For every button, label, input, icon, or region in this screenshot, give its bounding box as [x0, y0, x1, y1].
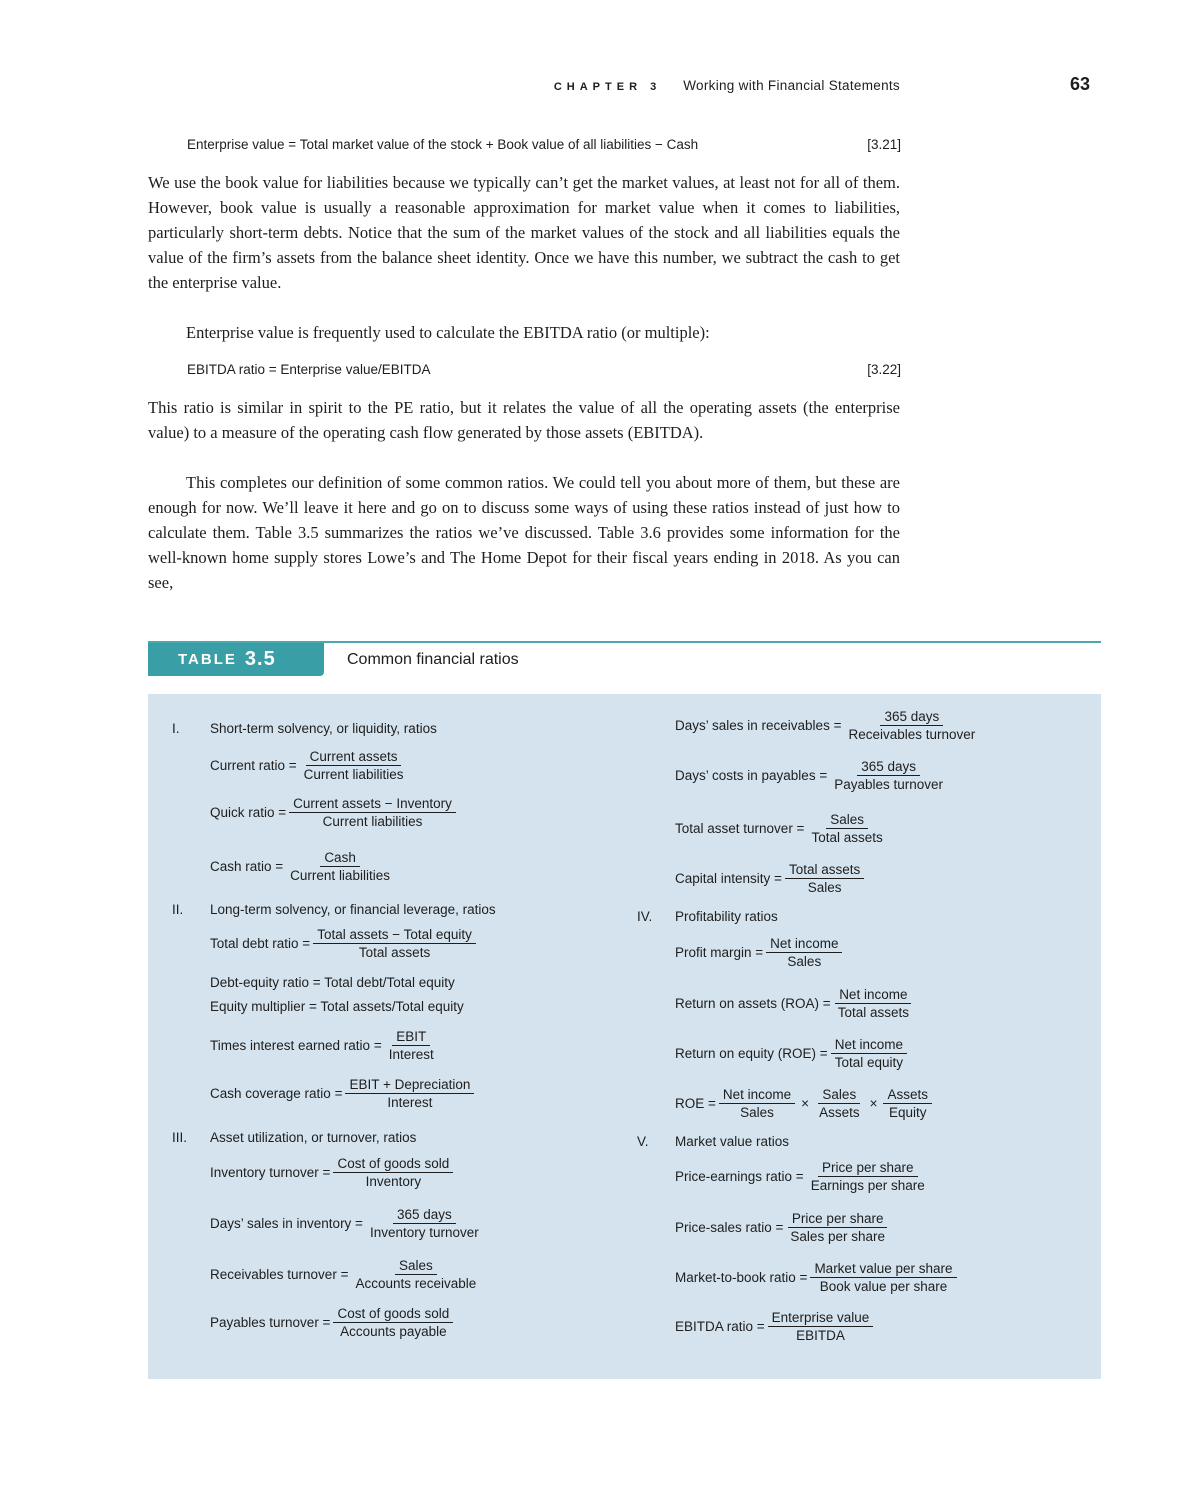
equation-3-22 [187, 362, 901, 377]
fraction: $\frac{\text{Price per share}}{\text{Sales per share}}$ [786, 1211, 889, 1244]
days-costs-in-payables: Days’ costs in payables = $\frac{\text{365 days}}{\text{Payables turnover}}$ [675, 759, 950, 792]
table-label: TABLE [178, 651, 237, 668]
current-ratio: Current ratio = $\frac{\text{Current assets}}{\text{Current liabilities}}$ [210, 749, 410, 782]
fraction: $\frac{\text{Total assets}}{\text{Sales}}$ [785, 862, 864, 895]
total-asset-turnover: Total asset turnover = $\frac{\text{Sales}}{\text{Total assets}}$ [675, 812, 890, 845]
paragraph-3: This ratio is similar in spirit to the PE ratio, but it relates the value of all the operating assets (the enterprise value) to a measure of the operating cash flow generated by those assets (EBITDA). [148, 398, 900, 442]
equation-text: Enterprise value = Total market value of the stock + Book value of all liabilities − Cash [187, 137, 699, 152]
section-heading-profitability: IV. Profitability ratios [637, 909, 778, 924]
cash-ratio: Cash ratio = $\frac{\text{Cash}}{\text{Current liabilities}}$ [210, 850, 397, 883]
roe-dupont-identity: ROE = $\frac{\text{Net income}}{\text{Sales}}$ × $\frac{\text{Sales}}{\text{Assets}}$ × $\frac{\text{Assets}}{\text{Equity}}$ [675, 1087, 935, 1120]
equation-number: [3.21] [867, 137, 901, 152]
fraction: $\frac{\text{Net income}}{\text{Total assets}}$ [834, 987, 913, 1020]
chapter-label: CHAPTER 3 [553, 81, 662, 93]
section-heading-short-term: I. Short-term solvency, or liquidity, ratios [172, 721, 437, 736]
equation-text: EBITDA ratio = Enterprise value/EBITDA [187, 362, 431, 377]
table-label-tab [148, 643, 324, 676]
section-heading-long-term: II. Long-term solvency, or financial leverage, ratios [172, 902, 496, 917]
fraction: $\frac{\text{Price per share}}{\text{Earnings per share}}$ [810, 1160, 925, 1193]
fraction: $\frac{\text{Net income}}{\text{Sales}}$ [766, 936, 842, 969]
fraction: $\frac{\text{Enterprise value}}{\text{EBITDA}}$ [768, 1310, 874, 1343]
debt-equity-ratio: Debt-equity ratio = Total debt/Total equity [210, 975, 455, 990]
profit-margin: Profit margin = $\frac{\text{Net income}}{\text{Sales}}$ [675, 936, 845, 969]
fraction: $\frac{\text{365 days}}{\text{Inventory turnover}}$ [369, 1207, 479, 1240]
days-sales-in-receivables: Days’ sales in receivables = $\frac{\text{365 days}}{\text{Receivables turnover}}$ [675, 709, 982, 742]
price-earnings-ratio: Price-earnings ratio = $\frac{\text{Price per share}}{\text{Earnings per share}}$ [675, 1160, 932, 1193]
equity-multiplier: Equity multiplier = Total assets/Total equity [210, 999, 464, 1014]
fraction: $\frac{\text{Total assets − Total equity}}{\text{Total assets}}$ [313, 927, 476, 960]
fraction: $\frac{\text{Market value per share}}{\text{Book value per share}}$ [810, 1261, 956, 1294]
ebitda-ratio: EBITDA ratio = $\frac{\text{Enterprise value}}{\text{EBITDA}}$ [675, 1310, 876, 1343]
paragraph-1: We use the book value for liabilities because we typically can’t get the market values, at least not for all of them. However, book value is usually a reasonable approximation for market value when it comes to liabilities, particularly short-term debts. Notice that the sum of the market values of the stock and all liabilities equals the value of the firm’s assets from the balance sheet identity. Once we have this number, we subtract the cash to get the enterprise value. [148, 173, 900, 292]
paragraph-2: Enterprise value is frequently used to calculate the EBITDA ratio (or multiple): [186, 323, 710, 342]
quick-ratio: Quick ratio = $\frac{\text{Current assets − Inventory}}{\text{Current liabilities}}$ [210, 796, 459, 829]
chapter-title: Working with Financial Statements [683, 78, 900, 93]
fraction: $\frac{\text{Cash}}{\text{Current liabilities}}$ [290, 850, 390, 883]
fraction: $\frac{\text{Assets}}{\text{Equity}}$ [883, 1087, 932, 1120]
equation-number: [3.22] [867, 362, 901, 377]
section-heading-market-value: V. Market value ratios [637, 1134, 790, 1149]
times-sign: × [869, 1096, 878, 1111]
price-sales-ratio: Price-sales ratio = $\frac{\text{Price per share}}{\text{Sales per share}}$ [675, 1211, 892, 1244]
days-sales-in-inventory: Days’ sales in inventory = $\frac{\text{365 days}}{\text{Inventory turnover}}$ [210, 1207, 486, 1240]
capital-intensity: Capital intensity = $\frac{\text{Total assets}}{\text{Sales}}$ [675, 862, 867, 895]
fraction: $\frac{\text{Sales}}{\text{Assets}}$ [819, 1087, 860, 1120]
times-sign: × [801, 1096, 810, 1111]
table-number: 3.5 [244, 648, 276, 670]
running-header [0, 78, 900, 93]
fraction: $\frac{\text{365 days}}{\text{Receivables turnover}}$ [848, 709, 976, 742]
fraction: $\frac{\text{Current assets − Inventory}}{\text{Current liabilities}}$ [289, 796, 456, 829]
payables-turnover: Payables turnover = $\frac{\text{Cost of goods sold}}{\text{Accounts payable}}$ [210, 1306, 456, 1339]
receivables-turnover: Receivables turnover = $\frac{\text{Sales}}{\text{Accounts receivable}}$ [210, 1258, 483, 1291]
fraction: $\frac{\text{Current assets}}{\text{Current liabilities}}$ [303, 749, 404, 782]
fraction: $\frac{\text{Net income}}{\text{Sales}}$ [719, 1087, 795, 1120]
market-to-book-ratio: Market-to-book ratio = $\frac{\text{Market value per share}}{\text{Book value per share}}$ [675, 1261, 960, 1294]
return-on-equity: Return on equity (ROE) = $\frac{\text{Net income}}{\text{Total equity}}$ [675, 1037, 910, 1070]
equation-3-21 [187, 137, 901, 152]
section-heading-asset-utilization: III. Asset utilization, or turnover, ratios [172, 1130, 417, 1145]
fraction: $\frac{\text{Sales}}{\text{Accounts receivable}}$ [355, 1258, 477, 1291]
fraction: $\frac{\text{Cost of goods sold}}{\text{Accounts payable}}$ [333, 1306, 453, 1339]
paragraph-4: This completes our definition of some common ratios. We could tell you about more of them, but these are enough for now. We’ll leave it here and go on to discuss some ways of using these ratios instead of just how to calculate them. Table 3.5 summarizes the ratios we’ve discussed. Table 3.6 provides some information for the well-known home supply stores Lowe’s and The Home Depot for their fiscal years ending in 2018. As you can see, [148, 473, 900, 592]
fraction: $\frac{\text{Cost of goods sold}}{\text{Inventory}}$ [333, 1156, 453, 1189]
fraction: $\frac{\text{Net income}}{\text{Total equity}}$ [831, 1037, 907, 1070]
table-title: Common financial ratios [347, 651, 519, 668]
total-debt-ratio: Total debt ratio = $\frac{\text{Total assets − Total equity}}{\text{Total assets}}$ [210, 927, 479, 960]
fraction: $\frac{\text{Sales}}{\text{Total assets}}$ [811, 812, 883, 845]
page-number: 63 [1070, 74, 1091, 94]
return-on-assets: Return on assets (ROA) = $\frac{\text{Net income}}{\text{Total assets}}$ [675, 987, 916, 1020]
fraction: $\frac{\text{EBIT + Depreciation}}{\text{Interest}}$ [345, 1077, 474, 1110]
times-interest-earned-ratio: Times interest earned ratio = $\frac{\text{EBIT}}{\text{Interest}}$ [210, 1029, 441, 1062]
fraction: $\frac{\text{EBIT}}{\text{Interest}}$ [388, 1029, 434, 1062]
cash-coverage-ratio: Cash coverage ratio = $\frac{\text{EBIT + Depreciation}}{\text{Interest}}$ [210, 1077, 477, 1110]
fraction: $\frac{\text{365 days}}{\text{Payables turnover}}$ [834, 759, 944, 792]
inventory-turnover: Inventory turnover = $\frac{\text{Cost of goods sold}}{\text{Inventory}}$ [210, 1156, 456, 1189]
